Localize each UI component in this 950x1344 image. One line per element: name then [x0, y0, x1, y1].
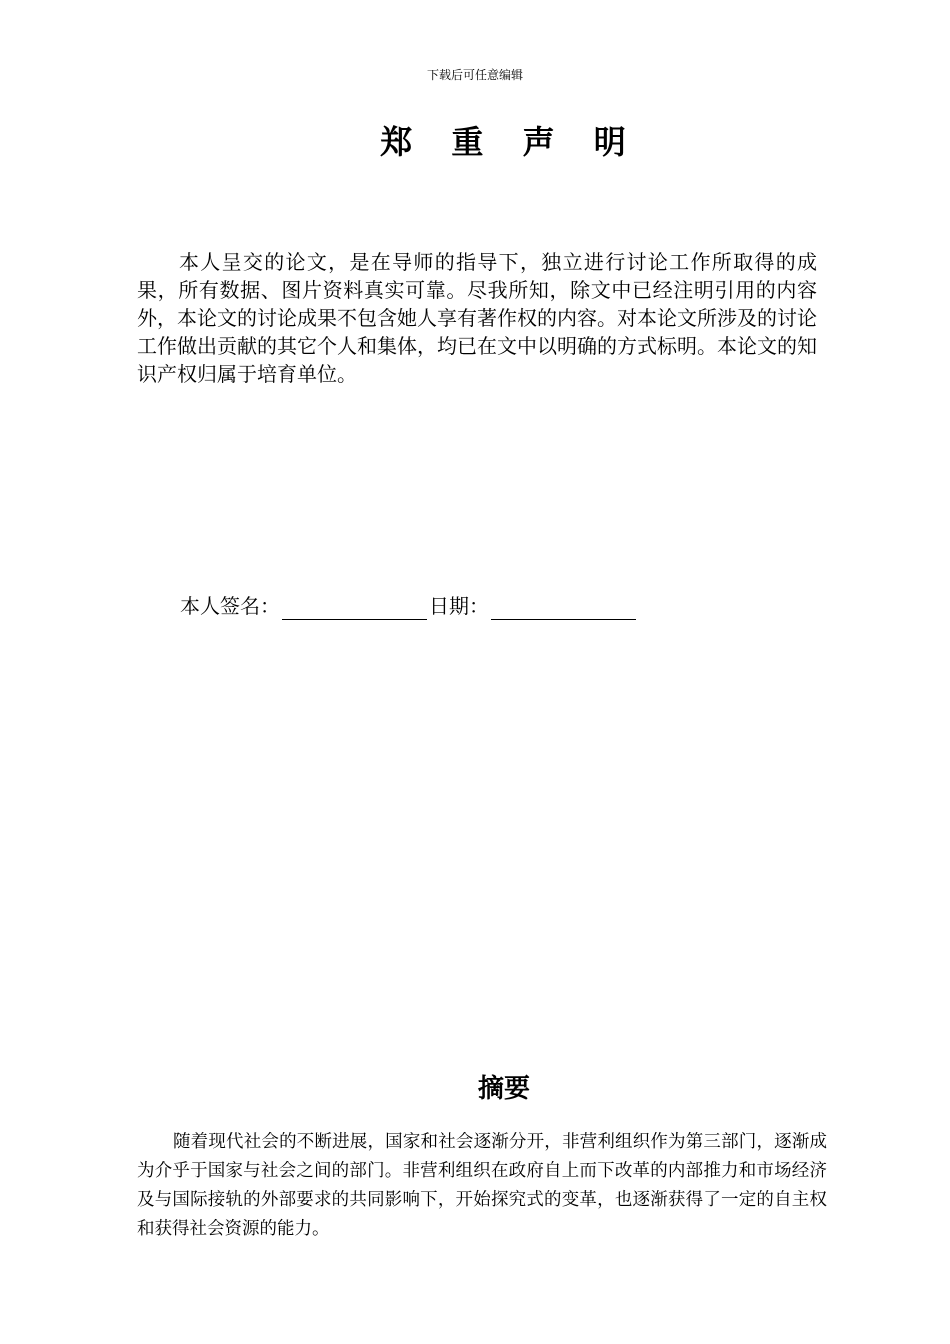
declaration-title: 郑 重 声 明 — [380, 123, 640, 161]
page-header-note: 下载后可任意编辑 — [426, 68, 523, 82]
date-blank-line — [491, 597, 636, 620]
abstract-title: 摘要 — [477, 1074, 530, 1104]
abstract-body: 随着现代社会的不断进展，国家和社会逐渐分开，非营利组织作为第三部门，逐渐成为介乎于国家与社会之间的部门。非营利组织在政府自上而下改革的内部推力和市场经济及与国际接轨的外部要求的共同影响下，开始探究式的变革，也逐渐获得了一定的自主权和获得社会资源的能力。 — [137, 1132, 827, 1239]
declaration-body: 本人呈交的论文，是在导师的指导下，独立进行讨论工作所取得的成果，所有数据、图片资料真实可靠。尽我所知，除文中已经注明引用的内容外，本论文的讨论成果不包含她人享有著作权的内容。对本论文所涉及的讨论工作做出贡献的其它个人和集体，均已在文中以明确的方式标明。本论文的知识产权归属于培育单位。 — [137, 250, 817, 386]
date-label: 日期： — [429, 594, 489, 618]
signature-row — [180, 592, 638, 620]
signature-label: 本人签名： — [180, 594, 280, 618]
signature-blank-line — [282, 597, 427, 620]
